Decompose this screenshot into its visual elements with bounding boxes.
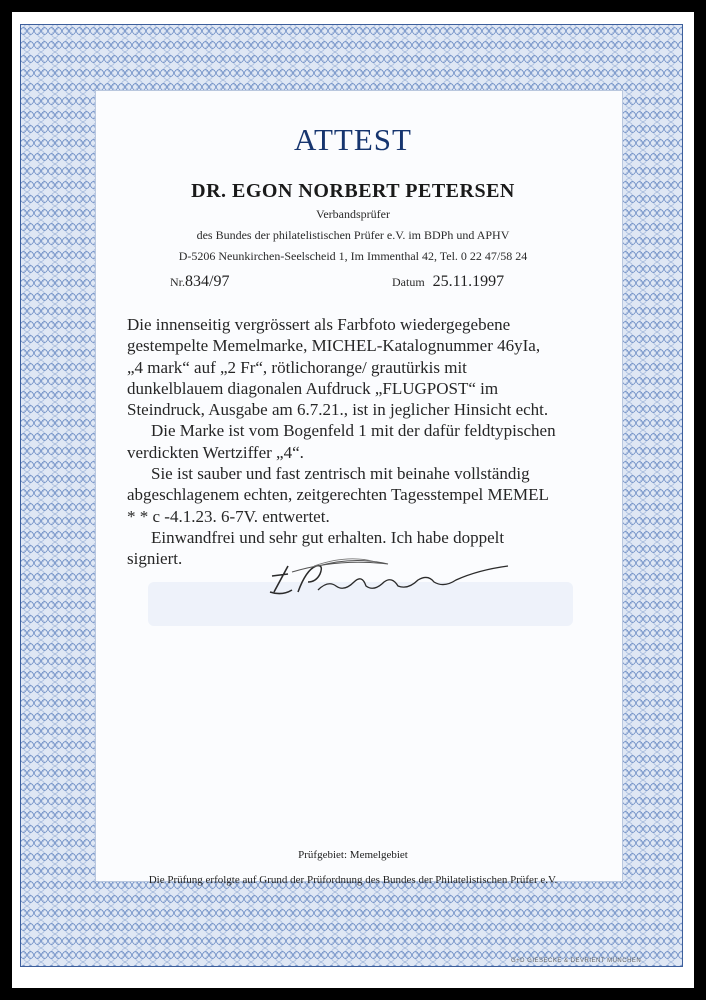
handwritten-signature xyxy=(258,552,528,604)
address-line: D-5206 Neunkirchen-Seelscheid 1, Im Immenthal 42, Tel. 0 22 47/58 24 xyxy=(178,249,528,263)
body-line: Die innenseitig vergrössert als Farbfoto wiedergegebene xyxy=(127,315,511,334)
body-line: dunkelblauem diagonalen Aufdruck „FLUGPOST“ im xyxy=(127,378,499,398)
body-line: Die Marke ist vom Bogenfeld 1 mit der dafür feldtypischen xyxy=(151,421,556,441)
certificate-number xyxy=(170,273,229,291)
body-line: Steindruck, Ausgabe am 6.7.21., ist in jeglicher Hinsicht echt. xyxy=(127,400,549,420)
association-line: des Bundes der philatelistischen Prüfer e.V. im BDPh und APHV xyxy=(196,228,510,242)
body-line: signiert. xyxy=(127,549,183,569)
printer-mark: G+D GIESECKE & DEVRIENT MÜNCHEN xyxy=(511,958,642,964)
body-line: * * c -4.1.23. 6-7V. entwertet. xyxy=(127,506,330,526)
examiner-role: Verbandsprüfer xyxy=(316,207,390,221)
body-line: gestempelte Memelmarke, MICHEL-Katalognummer 46yIa, xyxy=(127,336,541,356)
footer-statement: Die Prüfung erfolgte auf Grund der Prüfordnung des Bundes der Philatelistischen Prüfer e.V. xyxy=(148,874,558,886)
body-line: Sie ist sauber und fast zentrisch mit beinahe vollständig xyxy=(151,464,530,484)
date-label: Datum xyxy=(392,275,425,289)
body-line: Einwandfrei und sehr gut erhalten. Ich habe doppelt xyxy=(151,527,505,547)
examiner-name: DR. EGON NORBERT PETERSEN xyxy=(191,180,515,202)
certificate-date xyxy=(392,273,504,291)
body-line: „4 mark“ auf „2 Fr“, rötlichorange/ grautürkis mit xyxy=(127,357,467,377)
exam-area: Prüfgebiet: Memelgebiet xyxy=(298,849,408,861)
number-value: 834/97 xyxy=(185,273,230,290)
number-label: Nr. xyxy=(170,275,185,289)
body-line: abgeschlagenem echten, zeitgerechten Tagesstempel MEMEL xyxy=(127,485,549,505)
body-line: verdickten Wertziffer „4“. xyxy=(127,442,304,462)
certificate-body xyxy=(127,314,607,570)
certificate-title: ATTEST xyxy=(294,122,412,157)
date-value: 25.11.1997 xyxy=(432,273,505,290)
